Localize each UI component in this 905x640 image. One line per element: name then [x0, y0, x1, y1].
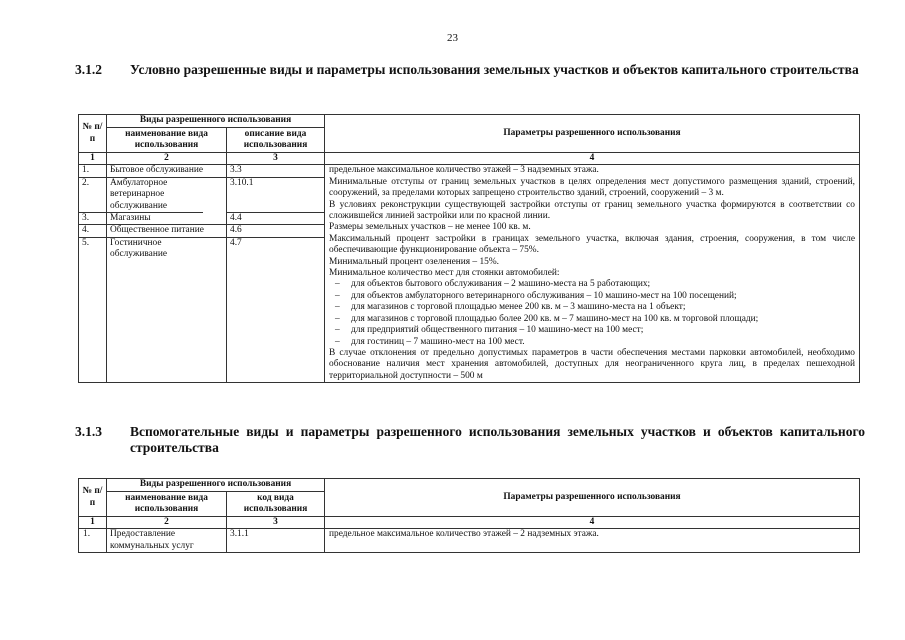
parking-bullet: – для объектов амбулаторного ветеринарного обслуживания – 10 машино-мест на 100 посещений; — [329, 291, 855, 302]
header-group: Виды разрешенного использования — [107, 115, 325, 128]
conditional-use-table — [78, 114, 860, 383]
header-num: № п/п — [79, 479, 107, 517]
param-greenery: Минимальный процент озеленения – 15%. — [329, 256, 499, 267]
header-params: Параметры разрешенного использования — [325, 479, 860, 517]
parking-bullet: – для гостиниц – 7 машино-мест на 100 мест. — [329, 337, 855, 348]
param-setbacks: Минимальные отступы от границ земельных участков в целях определения мест допустимого размещения зданий, строений, сооружений, за пределами которых запрещено строительство зданий, строений, сооружений – 3 м. — [329, 176, 855, 199]
table-row-num: 4. — [79, 225, 106, 237]
header-code: код вида использования — [227, 492, 325, 517]
param-plot-size: Размеры земельных участков – не менее 100 кв. м. — [329, 222, 531, 233]
section-heading-3-1-2 — [75, 62, 865, 78]
table-row-code: 4.4 — [227, 213, 324, 225]
header-name: наименование вида использования — [107, 128, 227, 153]
table-row-name: Амбулаторное ветеринарное обслуживание — [107, 178, 203, 213]
table-row-name: Общественное питание — [107, 225, 226, 237]
params-cell — [325, 165, 860, 383]
auxiliary-use-table — [78, 478, 860, 553]
name-column — [107, 165, 227, 383]
header-num: № п/п — [79, 115, 107, 153]
section-heading-3-1-3 — [75, 424, 865, 456]
col-number-1: 1 — [79, 517, 107, 529]
table-row — [79, 529, 860, 553]
section-number: 3.1.3 — [75, 424, 102, 439]
col-number-4: 4 — [325, 517, 860, 529]
table-row-num: 1. — [79, 165, 106, 177]
table-row-num: 3. — [79, 213, 106, 225]
table-row-num: 5. — [82, 237, 90, 248]
table-row-params: предельное максимальное количество этажей – 2 надземных этажа. — [325, 529, 860, 553]
section-title: Условно разрешенные виды и параметры использования земельных участков и объектов капитального строительства — [130, 62, 859, 77]
table-row-code: 3.10.1 — [227, 178, 324, 213]
col-number-4: 4 — [325, 153, 860, 165]
table-row-code: 4.6 — [227, 225, 324, 237]
num-column — [79, 165, 107, 383]
parking-bullet: – для магазинов с торговой площадью более 200 кв. м – 7 машино-мест на 100 кв. м торговой площади; — [329, 314, 855, 325]
table-row-name: Бытовое обслуживание — [107, 165, 226, 177]
param-parking-deviation: В случае отклонения от предельно допустимых параметров в части обеспечения местами парковки автомобилей, необходимо обоснование наличия мест хранения автомобилей, доступных для неограниченного круга лиц, в пределах пешеходной территориальной доступности – 500 м — [329, 347, 855, 381]
section-title: Вспомогательные виды и параметры разрешенного использования земельных участков и объектов капитального строительства — [130, 424, 865, 455]
header-desc: описание вида использования — [227, 128, 325, 153]
table-row-code: 3.3 — [227, 165, 324, 177]
parking-bullet: – для объектов бытового обслуживания – 2 машино-места на 5 работающих; — [329, 279, 855, 290]
param-coverage: Максимальный процент застройки в границах земельного участка, включая здания, строения, сооружения, в том числе обеспечивающие функционирование объекта – 75%. — [329, 233, 855, 256]
param-reconstruction: В условиях реконструкции существующей застройки отступы от границ земельного участка формируются в соответствии со сложившейся линией застройки или по красной линии. — [329, 199, 855, 222]
col-number-1: 1 — [79, 153, 107, 165]
table-row-name: Гостиничное обслуживание — [110, 237, 168, 260]
table-row-code: 4.7 — [230, 237, 242, 248]
table-row-code: 3.1.1 — [227, 529, 325, 553]
table-row-num: 2. — [79, 178, 106, 213]
parking-bullet: – для предприятий общественного питания – 10 машино-мест на 100 мест; — [329, 325, 855, 336]
table-row-num: 1. — [79, 529, 107, 553]
header-name: наименование вида использования — [107, 492, 227, 517]
table-row-name: Предоставление коммунальных услуг — [107, 529, 227, 553]
col-number-3: 3 — [227, 153, 325, 165]
header-group: Виды разрешенного использования — [107, 479, 325, 492]
param-parking-heading: Минимальное количество мест для стоянки автомобилей: — [329, 268, 560, 279]
table-row-name: Магазины — [107, 213, 226, 225]
parking-bullet: – для магазинов с торговой площадью менее 200 кв. м – 3 машино-места на 1 объект; — [329, 302, 855, 313]
col-number-3: 3 — [227, 517, 325, 529]
code-column — [227, 165, 325, 383]
col-number-2: 2 — [107, 153, 227, 165]
param-floors: предельное максимальное количество этажей – 3 надземных этажа. — [329, 165, 599, 176]
section-number: 3.1.2 — [75, 62, 102, 77]
page-number: 23 — [447, 32, 458, 44]
header-params: Параметры разрешенного использования — [325, 115, 860, 153]
col-number-2: 2 — [107, 517, 227, 529]
